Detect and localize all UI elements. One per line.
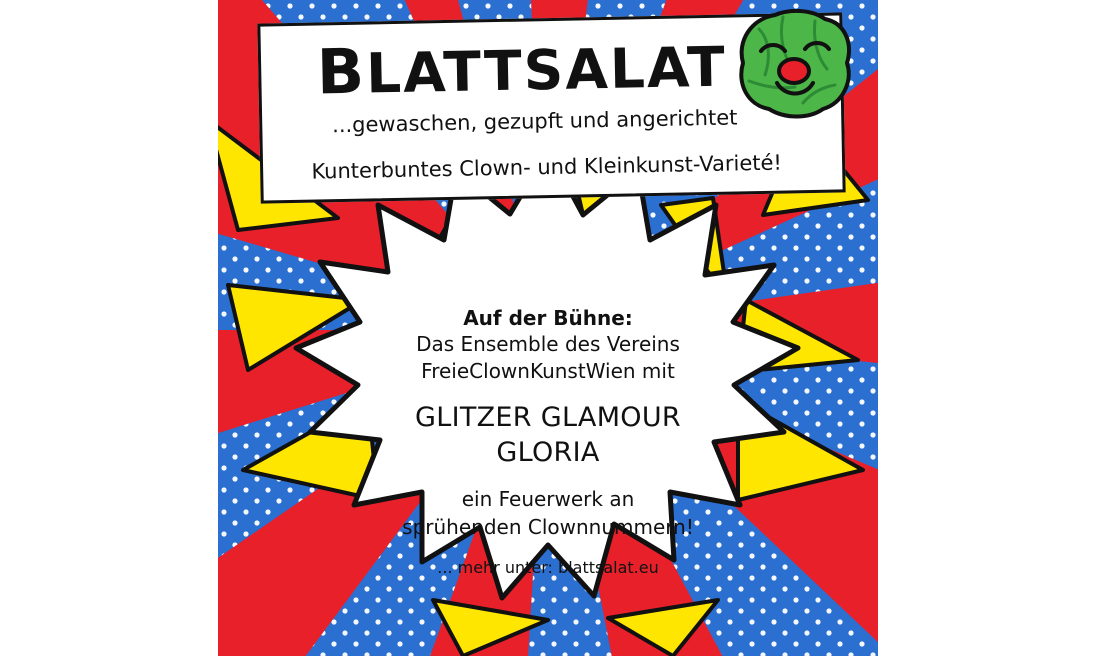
- poster-subtitle: ...gewaschen, gezupft und angerichtet: [331, 105, 738, 138]
- poster-tagline: Kunterbuntes Clown- und Kleinkunst-Varieté!: [311, 150, 783, 184]
- stage-intro-line: Auf der Bühne:: [463, 306, 633, 330]
- poster-artwork: [218, 0, 878, 656]
- show-headline-1: GLITZER GLAMOUR: [415, 402, 681, 434]
- ensemble-line-2: FreieClownKunstWien mit: [421, 358, 675, 383]
- description-line-1: ein Feuerwerk an: [461, 487, 635, 512]
- description-line-2: sprühenden Clownnummern!: [402, 515, 694, 540]
- show-headline-2: GLORIA: [496, 437, 600, 469]
- lettuce-head-icon: [731, 5, 856, 125]
- ensemble-line-1: Das Ensemble des Vereins: [416, 332, 680, 357]
- website-footer: ... mehr unter: blattsalat.eu: [437, 558, 659, 578]
- poster-title-rest: LATTSALAT: [365, 34, 728, 106]
- center-text-block: [348, 305, 748, 577]
- poster-title-initial: B: [316, 34, 367, 109]
